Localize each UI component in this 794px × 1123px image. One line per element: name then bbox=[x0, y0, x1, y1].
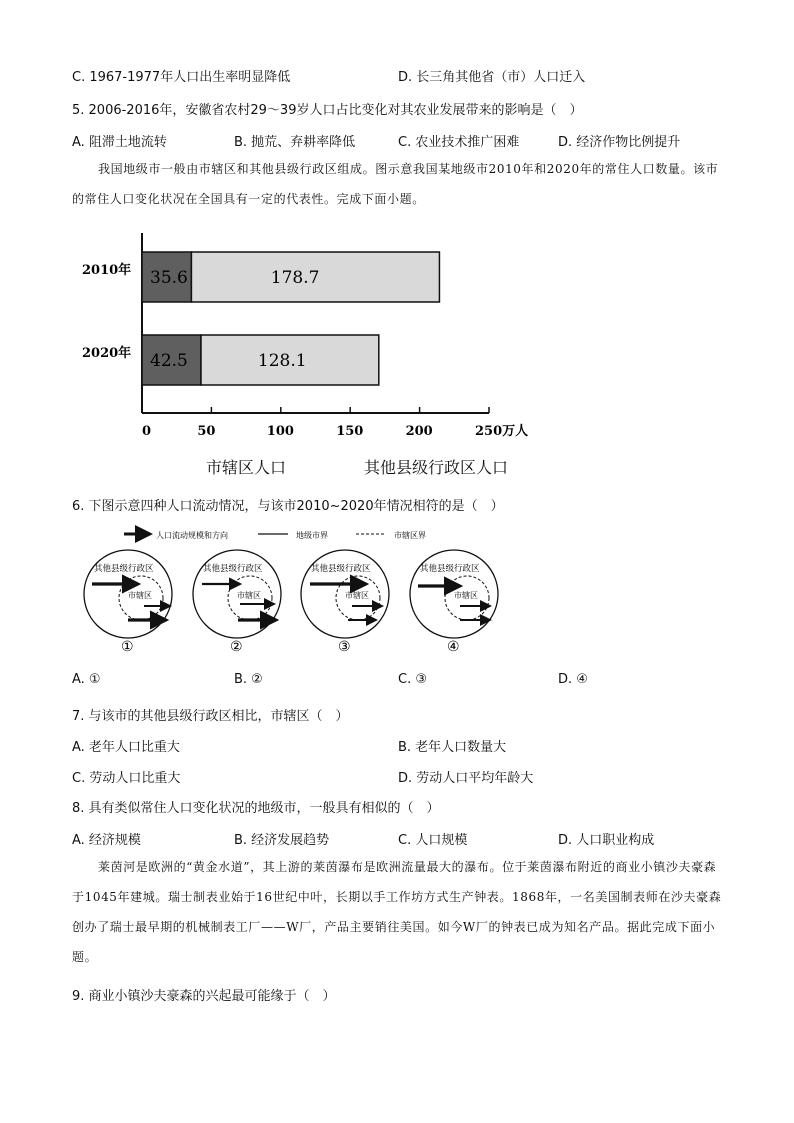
q8-option-a: A. 经济规模 bbox=[72, 833, 141, 848]
q8-stem: 8. 具有类似常住人口变化状况的地级市，一般具有相似的（ ） bbox=[72, 801, 440, 816]
legend-county-population: 其他县级行政区人口 bbox=[364, 458, 509, 477]
bar-value-label: 42.5 bbox=[150, 351, 188, 371]
migration-diagram bbox=[301, 550, 389, 655]
bar-value-label: 128.1 bbox=[257, 351, 307, 371]
legend-district-border-label: 市辖区界 bbox=[394, 531, 426, 540]
q5-option-c: C. 农业技术推广困难 bbox=[398, 135, 520, 150]
x-tick-label: 200 bbox=[405, 424, 433, 439]
migration-diagram bbox=[410, 550, 498, 655]
q8-option-c: C. 人口规模 bbox=[398, 833, 468, 848]
inner-region-label: 市辖区 bbox=[454, 591, 478, 600]
diagram-number: ④ bbox=[447, 639, 460, 655]
diagram-number: ② bbox=[230, 639, 243, 655]
diagram-number: ① bbox=[121, 639, 134, 655]
population-bar-chart bbox=[0, 225, 794, 485]
q7-option-d: D. 劳动人口平均年龄大 bbox=[398, 771, 534, 786]
q5-option-b: B. 抛荒、弃耕率降低 bbox=[234, 135, 356, 150]
q8-option-b: B. 经济发展趋势 bbox=[234, 833, 330, 848]
q6-option-a: A. ① bbox=[72, 672, 101, 687]
q9-stem: 9. 商业小镇沙夫豪森的兴起最可能缘于（ ） bbox=[72, 989, 336, 1004]
legend-flow-label: 人口流动规模和方向 bbox=[156, 531, 228, 540]
category-label: 2010年 bbox=[82, 263, 132, 278]
outer-region-label: 其他县级行政区 bbox=[311, 564, 371, 574]
passage-2: 莱茵河是欧洲的“黄金水道”，其上游的莱茵瀑布是欧洲流量最大的瀑布。位于莱茵瀑布附近的商业小镇沙夫豪森于1045年建城。瑞士制表业始于16世纪中叶，长期以手工作坊方式生产钟表。1868年，一名美国制表师在沙夫豪森创办了瑞士最早期的机械制表工厂——W厂，产品主要销往美国。如今W厂的钟表已成为知名产品。据此完成下面小题。 bbox=[72, 860, 722, 964]
x-tick-label: 250万人 bbox=[475, 424, 529, 439]
diagram-number: ③ bbox=[338, 639, 351, 655]
inner-region-label: 市辖区 bbox=[237, 591, 261, 600]
x-tick-label: 100 bbox=[266, 424, 294, 439]
q6-option-b: B. ② bbox=[234, 672, 263, 687]
diagram-legend bbox=[124, 530, 426, 540]
x-tick-label: 150 bbox=[336, 424, 364, 439]
q7-stem: 7. 与该市的其他县级行政区相比，市辖区（ ） bbox=[72, 709, 349, 724]
x-tick-label: 50 bbox=[197, 424, 216, 439]
x-tick-label: 0 bbox=[142, 424, 152, 439]
q7-option-a: A. 老年人口比重大 bbox=[72, 740, 180, 755]
migration-diagram bbox=[84, 550, 172, 655]
outer-region-label: 其他县级行政区 bbox=[420, 564, 480, 574]
bar-value-label: 178.7 bbox=[270, 268, 320, 288]
legend-city-border-label: 地级市界 bbox=[296, 531, 328, 540]
migration-diagram bbox=[193, 550, 281, 655]
outer-region-label: 其他县级行政区 bbox=[203, 564, 263, 574]
migration-diagrams bbox=[0, 522, 794, 657]
q6-option-c: C. ③ bbox=[398, 672, 427, 687]
inner-region-label: 市辖区 bbox=[345, 591, 369, 600]
inner-region-label: 市辖区 bbox=[128, 591, 152, 600]
legend-urban-population: 市辖区人口 bbox=[206, 458, 287, 477]
q4-option-d: D. 长三角其他省（市）人口迁入 bbox=[398, 70, 586, 85]
q8-option-d: D. 人口职业构成 bbox=[558, 833, 655, 848]
bar-value-label: 35.6 bbox=[150, 268, 188, 288]
passage-1: 我国地级市一般由市辖区和其他县级行政区组成。图示意我国某地级市2010年和2020年的常住人口数量。该市的常住人口变化状况在全国具有一定的代表性。完成下面小题。 bbox=[72, 162, 719, 206]
category-label: 2020年 bbox=[82, 346, 132, 361]
q7-option-c: C. 劳动人口比重大 bbox=[72, 771, 181, 786]
q5-option-a: A. 阻滞土地流转 bbox=[72, 135, 167, 150]
q6-stem: 6. 下图示意四种人口流动情况，与该市2010~2020年情况相符的是（ ） bbox=[72, 499, 504, 514]
q6-option-d: D. ④ bbox=[558, 672, 588, 687]
q5-stem: 5. 2006-2016年，安徽省农村29～39岁人口占比变化对其农业发展带来的影响是（ ） bbox=[72, 103, 583, 118]
q4-option-c: C. 1967-1977年人口出生率明显降低 bbox=[72, 70, 291, 85]
q5-option-d: D. 经济作物比例提升 bbox=[558, 135, 681, 150]
outer-region-label: 其他县级行政区 bbox=[94, 564, 154, 574]
q7-option-b: B. 老年人口数量大 bbox=[398, 740, 507, 755]
